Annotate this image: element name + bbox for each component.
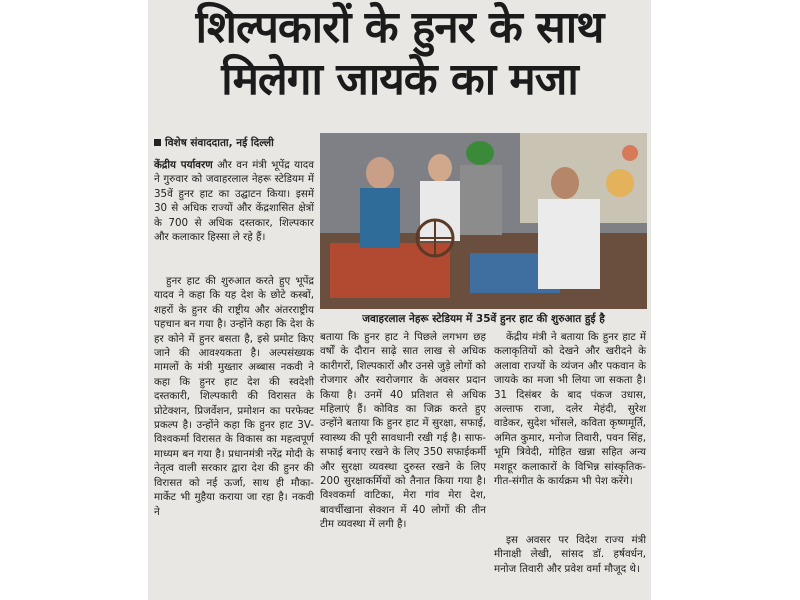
article-paragraph-1-text: और वन मंत्री भूपेंद्र यादव ने गुरुवार को जवाहरलाल नेहरू स्टेडियम में 35वें हुनर हाट का उद्घाटन किया। इसमें 30 से अधिक राज्यों और केंद्रशासित क्षेत्रों के 700 से अधिक दस्तकार, शिल्पकार और कलाकार हिस्सा ले रहे हैं। xyxy=(154,159,314,244)
article-paragraph-3: बताया कि हुनर हाट ने पिछले लगभग छह वर्षों के दौरान साढ़े सात लाख से अधिक कारीगरों, शिल्पकारों और उनसे जुड़े लोगों को रोजगार और स्वरोजगार के अवसर प्रदान किया है। उनमें 40 प्रतिशत से अधिक महिलाएं हैं। कोविड का जिक्र करते हुए उन्होंने बताया कि हुनर हाट में सुरक्षा, सफाई, स्वास्थ्य की पूरी सावधानी रखी गई है। साफ-सफाई बनाए रखने के लिए 350 सफाईकर्मी और सुरक्षा व्यवस्था दुरुस्त रखने के लिए 200 सुरक्षाकर्मियों को तैनात किया गया है। विश्वकर्मा वाटिका, मेरा गांव मेरा देश, बावर्चीखाना सेक्शन में 40 लोगों की तीन टीम व्यवस्था में लगी है। xyxy=(320,331,486,531)
bullet-square-icon xyxy=(154,139,161,146)
event-photo-illustration xyxy=(320,133,647,309)
article-column-1-top xyxy=(154,158,314,244)
article-paragraph-1 xyxy=(154,158,314,244)
headline xyxy=(148,2,651,106)
article-column-3-bottom xyxy=(494,533,646,576)
article-paragraph-4: केंद्रीय मंत्री ने बताया कि हुनर हाट में कलाकृतियों को देखने और खरीदने के अलावा राज्यों के व्यंजन और पकवान के जायके का मजा भी लिया जा सकता है। 31 दिसंबर के बाद पंकज उधास, अल्ताफ राजा, दलेर मेहंदी, सुरेश वाडेकर, सुदेश भोंसले, कविता कृष्णमूर्ति, अमित कुमार, मनोज तिवारी, पवन सिंह, भूमि त्रिवेदी, मोहित खन्ना सहित अन्य मशहूर कलाकारों के विभिन्न सांस्कृतिक-गीत-संगीत के कार्यक्रम भी पेश करेंगे। xyxy=(494,331,646,488)
byline xyxy=(154,136,319,150)
article-column-1-bottom xyxy=(154,274,314,519)
photo-caption: जवाहरलाल नेहरू स्टेडियम में 35वें हुनर हाट की शुरुआत हुई है xyxy=(362,313,605,325)
byline-text: विशेष संवाददाता, नई दिल्ली xyxy=(165,137,274,149)
newspaper-clipping xyxy=(148,0,651,600)
article-paragraph-2: हुनर हाट की शुरुआत करते हुए भूपेंद्र यादव ने कहा कि यह देश के छोटे कस्बों, शहरों के हुनर की राष्ट्रीय और अंतरराष्ट्रीय पहचान बन गया है। उन्होंने कहा कि देश के हर कोने में हुनर बसता है, इसे प्रमोट किए जाने की आवश्यकता है। अल्पसंख्यक मामलों के मंत्री मुख्तार अब्बास नकवी ने कहा कि हुनर हाट देश की स्वदेशी दस्तकारी, शिल्पकारी की विरासत के प्रोटेक्शन, प्रिजर्वेशन, प्रमोशन का परफेक्ट प्रकल्प है। उन्होंने कहा कि हुनर हाट 3V- विश्वकर्मा विरासत के विकास का महत्वपूर्ण माध्यम बन गया है। प्रधानमंत्री नरेंद्र मोदी के नेतृत्व वाली सरकार द्वारा देश की हुनर की विरासत को नई ऊर्जा, साथ ही मौका-मार्केट भी मुहैया कराया जा रहा है। नकवी ने xyxy=(154,275,314,518)
headline-line-1: शिल्पकारों के हुनर के साथ xyxy=(195,2,604,53)
headline-line-2: मिलेगा जायके का मजा xyxy=(221,54,578,105)
event-photo xyxy=(320,133,647,309)
article-paragraph-5: इस अवसर पर विदेश राज्य मंत्री मीनाक्षी लेखी, सांसद डॉ. हर्षवर्धन, मनोज तिवारी और प्रवेश वर्मा मौजूद थे। xyxy=(494,534,646,575)
article-column-2 xyxy=(320,330,486,532)
article-column-3-top xyxy=(494,330,646,488)
article-lead: केंद्रीय पर्यावरण xyxy=(154,159,213,171)
